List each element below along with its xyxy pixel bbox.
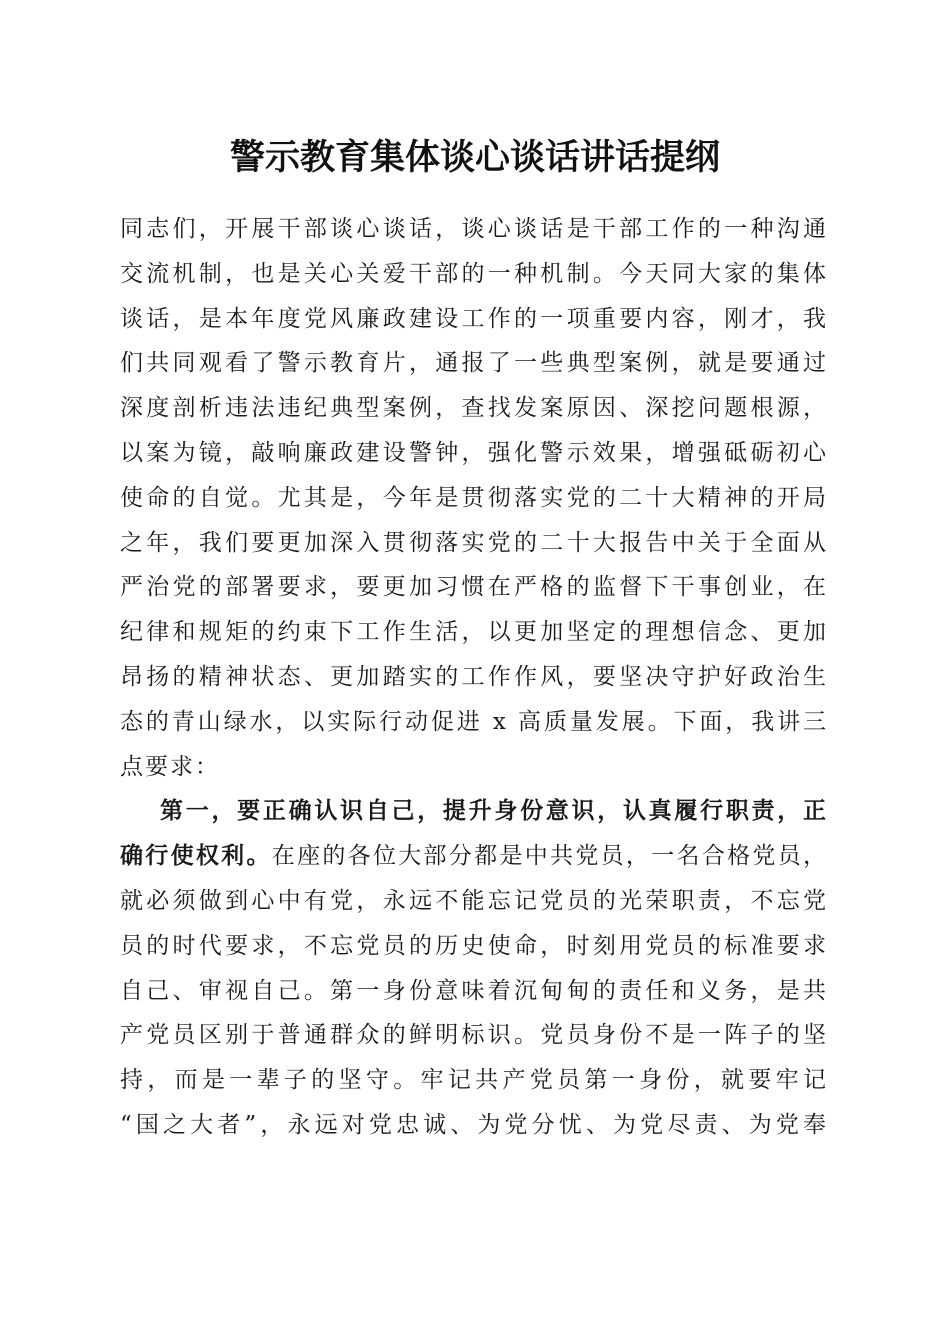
text-line: 就必须做到心中有党，永远不能忘记党员的光荣职责，不忘党 bbox=[120, 887, 828, 914]
text-line: 纪律和规矩的约束下工作生活，以更加坚定的理想信念、更加 bbox=[120, 619, 828, 646]
text-line bbox=[120, 834, 828, 879]
text-line: 使命的自觉。尤其是，今年是贯彻落实党的二十大精神的开局 bbox=[120, 484, 828, 511]
text-line: 交流机制，也是关心关爱干部的一种机制。今天同大家的集体 bbox=[120, 260, 828, 287]
text-line: 同志们，开展干部谈心谈话，谈心谈话是干部工作的一种沟通 bbox=[120, 216, 828, 242]
text-line: 员的时代要求，不忘党员的历史使命，时刻用党员的标准要求 bbox=[120, 932, 828, 959]
text-line: 之年，我们要更加深入贯彻落实党的二十大报告中关于全面从 bbox=[120, 529, 828, 556]
text-line: 点要求： bbox=[120, 753, 220, 780]
text-line: 昂扬的精神状态、更加踏实的工作作风，要坚决守护好政治生 bbox=[120, 663, 828, 690]
document-body bbox=[120, 207, 828, 1148]
document-title: 警示教育集体谈心谈话讲话提纲 bbox=[229, 137, 720, 178]
text-line: 产党员区别于普通群众的鲜明标识。党员身份不是一阵子的坚 bbox=[120, 1022, 828, 1049]
section-heading-line: 第一，要正确认识自己，提升身份意识，认真履行职责，正 bbox=[160, 797, 828, 825]
text-line: 谈话，是本年度党风廉政建设工作的一项重要内容，刚才，我 bbox=[120, 305, 828, 332]
text-line-rest: 在座的各位大部分都是中共党员，一名合格党员， bbox=[271, 843, 829, 870]
text-line: 深度剖析违法违纪典型案例，查找发案原因、深挖问题根源， bbox=[120, 395, 828, 422]
text-line: 们共同观看了警示教育片，通报了一些典型案例，就是要通过 bbox=[120, 350, 828, 377]
text-line: 自己、审视自己。第一身份意味着沉甸甸的责任和义务，是共 bbox=[120, 977, 828, 1004]
paragraph-point-one bbox=[120, 789, 828, 1147]
text-line: 态的青山绿水，以实际行动促进 x 高质量发展。下面，我讲三 bbox=[120, 708, 828, 735]
section-heading-end: 确行使权利。 bbox=[120, 842, 272, 870]
text-line: “国之大者”，永远对党忠诚、为党分忧、为党尽责、为党奉 bbox=[120, 1111, 828, 1138]
text-line: 以案为镜，敲响廉政建设警钟，强化警示效果，增强砥砺初心 bbox=[120, 439, 828, 466]
text-line: 严治党的部署要求，要更加习惯在严格的监督下干事创业，在 bbox=[120, 574, 828, 601]
text-line: 持，而是一辈子的坚守。牢记共产党员第一身份，就要牢记 bbox=[120, 1067, 828, 1094]
paragraph-intro bbox=[120, 207, 828, 789]
